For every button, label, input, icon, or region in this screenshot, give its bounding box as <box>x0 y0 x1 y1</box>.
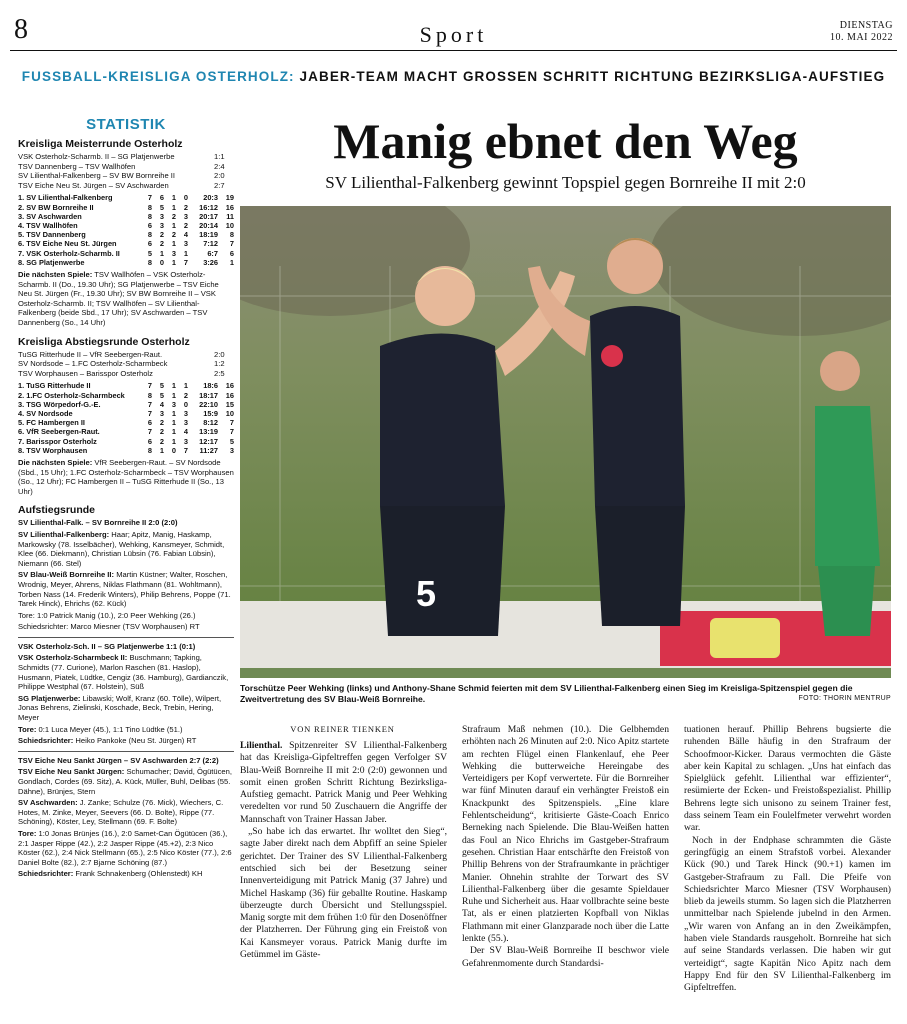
game2-referee: Heiko Pankoke (Neu St. Jürgen) RT <box>75 736 197 746</box>
article-column-2 <box>462 724 669 970</box>
table-cell: 1 <box>171 220 176 230</box>
table-cell: 1 <box>171 381 176 391</box>
game2-team2-lineup: Libawski; Wolf, Kranz (60. Tölle), Wilpert, Jonas Behrens, Zielinski, Koschade, Beck, Trebin, Hering, Meyer <box>18 693 222 723</box>
kicker-line <box>0 69 907 84</box>
table-cell: 7 <box>229 418 234 428</box>
page-number: 8 <box>14 14 28 45</box>
abstieg-table <box>18 381 234 455</box>
table-cell: 13:19 <box>199 427 218 437</box>
meister-next-text: TSV Wallhöfen – VSK Osterholz-Scharmb. II (Do., 19.30 Uhr); SG Platjenwerbe – TSV Eiche Neu St. Jürgen (Fr., 19.30 Uhr); SV BW Bornreihe II – VSK Osterholz-Scharmb. II; TSV Wallhöfen – SV Lilienthal-Falkenberg (beide Sbd., 17 Uhr); SV Aschwarden – TSV Dannenberg (So., 14 Uhr) <box>18 270 219 327</box>
result-match: VSK Osterholz-Scharmb. II – SG Platjenwerbe <box>18 152 175 161</box>
table-cell: 1 <box>183 248 188 258</box>
table-cell: 3 <box>159 408 164 418</box>
result-match: SV Lilienthal-Falkenberg – SV BW Bornreihe II <box>18 171 176 181</box>
table-cell: 20:3 <box>203 193 218 203</box>
table-cell: 16 <box>225 381 234 391</box>
table-cell: 7 <box>147 408 152 418</box>
game2-title: VSK Osterholz-Sch. II – SG Platjenwerbe 1:1 (0:1) <box>18 641 196 651</box>
table-row <box>18 400 234 409</box>
aufstieg-heading: Aufstiegsrunde <box>18 504 96 517</box>
result-score: 1:2 <box>214 359 225 369</box>
table-cell: 8 <box>147 257 152 267</box>
table-cell: 7 <box>183 445 188 455</box>
article-paragraph: Der SV Blau-Weiß Bornreihe II beschwor viele Gefahrenmomente durch Standardsi- <box>462 945 669 969</box>
article-paragraph: tuationen herauf. Phillip Behrens bugsierte die ruhenden Bälle häufig in den Strafraum der Schoofmoor-Kicker. Daraus vermochten die Gäste aber kein Kapital zu schlagen. „Uns hat einfach das Spielglück gefehlt. Lilienthal war effizienter“, resümierte der Ecken- und Freistoßspezialist. Phillip Behrens legte sich unisono zu seinem Trainer fest, dass seinem Team ein Foulelfmeter verwehrt worden war. <box>684 724 891 834</box>
table-cell: 1 <box>159 445 164 455</box>
article-photo <box>240 206 891 678</box>
table-cell: 7 <box>147 193 152 203</box>
result-match: TSV Dannenberg – TSV Wallhöfen <box>18 161 136 171</box>
article-subheadline: SV Lilienthal-Falkenberg gewinnt Topspiel gegen Bornreihe II mit 2:0 <box>325 173 806 192</box>
team-name: 4. TSV Wallhöfen <box>18 220 78 230</box>
table-cell: 2 <box>159 239 164 249</box>
table-cell: 1 <box>183 381 188 391</box>
table-cell: 10 <box>225 408 234 418</box>
table-cell: 8 <box>147 445 152 455</box>
table-cell: 2 <box>159 230 164 240</box>
table-cell: 7 <box>147 399 152 409</box>
meister-table <box>18 193 234 267</box>
table-cell: 1 <box>159 248 164 258</box>
result-match: SV Nordsode – 1.FC Osterholz-Scharmbeck <box>18 359 168 369</box>
table-cell: 2 <box>183 220 188 230</box>
game1-team1-lineup: Haar; Apitz, Manig, Haskamp, Markowsky (78. Isselbächer), Wehking, Kansmeyer, Schmidt, Klee (66. Diekmann), Christian Lübsin (76. Fabian Lübsin), Niemann (66. Stel) <box>18 529 225 568</box>
table-cell: 3:26 <box>203 257 218 267</box>
table-cell: 1 <box>171 427 176 437</box>
article-column-3 <box>684 724 891 995</box>
table-cell: 18:17 <box>199 390 218 400</box>
game2-referee-label: Schiedsrichter: <box>18 736 74 746</box>
result-match: TuSG Ritterhude II – VfR Seebergen-Raut. <box>18 349 163 359</box>
table-cell: 4 <box>183 230 188 240</box>
table-cell: 5 <box>159 202 164 212</box>
issue-weekday: DIENSTAG <box>839 20 893 31</box>
game1-goals: Tore: 1:0 Patrick Manig (10.), 2:0 Peer Wehking (26.) <box>18 610 196 620</box>
table-cell: 0 <box>183 193 188 203</box>
game2-team1-label: VSK Osterholz-Scharmbeck II: <box>18 653 128 663</box>
table-cell: 15:9 <box>203 408 218 418</box>
result-match: TSV Worphausen – Barisspor Osterholz <box>18 368 153 378</box>
result-match: TSV Eiche Neu St. Jürgen – SV Aschwarden <box>18 180 169 190</box>
table-cell: 4 <box>183 427 188 437</box>
paragraph-text: Spitzenreiter SV Lilienthal-Falkenberg hat das Kreisliga-Gipfeltreffen gegen Verfolger SV Blau-Weiß Bornreihe II mit 2:0 (2:0) gewonnen und somit einen großen Schritt Richtung Bezirksliga-Aufstieg gemacht. Patrick Manig und Peer Wehking veredelten vor rund 50 Zuschauern die Angriffe der Mannschaft von Trainer Hassan Jaber. <box>240 740 447 825</box>
team-name: 1. TuSG Ritterhude II <box>18 381 91 391</box>
table-cell: 3 <box>229 445 234 455</box>
table-cell: 12:17 <box>199 436 218 446</box>
table-cell: 4 <box>159 399 164 409</box>
table-row <box>18 212 234 221</box>
table-row <box>18 258 234 267</box>
table-cell: 10 <box>225 220 234 230</box>
table-cell: 3 <box>171 248 176 258</box>
table-cell: 6:7 <box>207 248 218 258</box>
team-name: 7. Barisspor Osterholz <box>18 436 97 446</box>
table-cell: 2 <box>183 390 188 400</box>
table-row <box>18 446 234 455</box>
meister-next-label: Die nächsten Spiele: <box>18 270 93 279</box>
result-row <box>18 369 234 379</box>
team-name: 8. TSV Worphausen <box>18 445 88 455</box>
table-cell: 6 <box>229 248 234 258</box>
sidebar-divider <box>18 637 234 638</box>
table-cell: 8:12 <box>203 418 218 428</box>
meister-results <box>18 152 234 190</box>
result-score: 2:7 <box>214 180 225 190</box>
game1-referee: Schiedsrichter: Marco Miesner (TSV Worphausen) RT <box>18 622 200 632</box>
table-cell: 1 <box>171 239 176 249</box>
game1-title: SV Lilienthal-Falk. – SV Bornreihe II 2:0 (2:0) <box>18 518 178 528</box>
game3-team1-lineup: Schumacher; David, Ögütücen, Gondlach, Cordes (69. Sitz), A. Kück, Müller, Buhl, Delibas (55. Dähne), Brünjes, Stern <box>18 767 232 796</box>
table-cell: 7 <box>147 381 152 391</box>
table-row <box>18 221 234 230</box>
table-cell: 19 <box>225 193 234 203</box>
table-cell: 11 <box>226 211 234 221</box>
team-name: 8. SG Platjenwerbe <box>18 257 85 267</box>
shirt-number: 5 <box>416 573 437 614</box>
game2-team2-label: SG Platjenwerbe: <box>18 693 81 703</box>
game3-title: TSV Eiche Neu Sankt Jürgen – SV Aschwarden 2:7 (2:2) <box>18 755 219 765</box>
table-row <box>18 391 234 400</box>
table-cell: 0 <box>159 257 164 267</box>
table-row <box>18 203 234 212</box>
photo-credit: FOTO: THORIN MENTRUP <box>798 695 891 702</box>
table-cell: 1 <box>171 390 176 400</box>
table-cell: 3 <box>183 239 188 249</box>
table-cell: 20:17 <box>199 211 218 221</box>
team-name: 1. SV Lilienthal-Falkenberg <box>18 193 113 203</box>
issue-date <box>830 20 893 44</box>
issue-date-text: 10. MAI 2022 <box>830 32 893 43</box>
table-cell: 0 <box>183 399 188 409</box>
result-row <box>18 359 234 369</box>
table-row <box>18 230 234 239</box>
game3-team2-lineup: J. Zanke; Schulze (76. Mick), Wiechers, C. Hotes, M. Zinke, Meyer, Seevers (66. D. Bolte), Rippe (77. Schöning), Köster, Ley, Stellmann (69. F. Bolte) <box>18 798 224 827</box>
statistics-sidebar <box>18 116 234 879</box>
celebration-photo <box>240 206 891 678</box>
table-cell: 7 <box>229 427 234 437</box>
table-cell: 3 <box>171 399 176 409</box>
table-cell: 6 <box>147 418 152 428</box>
table-cell: 6 <box>147 239 152 249</box>
table-cell: 7 <box>229 239 234 249</box>
article-paragraph: Noch in der Endphase schrammten die Gäste geringfügig an einem Strafstoß vorbei. Alexander Kück (90.) und Tarek Hinck (90.+1) kamen im Gastgeber-Strafraum zu Fall. Die Pfeife von Schiedsrichter Marco Miesner (TSV Worphausen) blieb da jeweils stumm. So lagen sich die Platzherren unmittelbar nach Spielende jubelnd in den Armen. „Wir waren von Anfang an in den Zweikämpfen, haben viele Standards rausgeholt. Bornreihe hat sich auf seine Standards verlassen. Die haben wir gut verteidigt“, sagte Kapitän Nico Apitz nach dem Happy End für den SV Lilienthal-Falkenberg im Gipfeltreffen. <box>684 834 891 994</box>
table-cell: 0 <box>171 445 176 455</box>
team-name: 3. SV Aschwarden <box>18 211 82 221</box>
team-name: 3. TSG Wörpedorf-G.-E. <box>18 399 101 409</box>
table-cell: 2 <box>183 202 188 212</box>
table-cell: 2 <box>159 418 164 428</box>
game3-team2-label: SV Aschwarden: <box>18 798 78 808</box>
aufstieg-game-1 <box>18 518 234 632</box>
team-name: 2. SV BW Bornreihe II <box>18 202 94 212</box>
table-cell: 5 <box>147 248 152 258</box>
table-cell: 2 <box>159 436 164 446</box>
table-cell: 1 <box>171 436 176 446</box>
article-column-1 <box>240 740 447 961</box>
table-row <box>18 381 234 390</box>
meister-next-games <box>18 270 234 328</box>
table-cell: 1 <box>171 257 176 267</box>
aufstieg-game-2 <box>18 642 234 746</box>
statistics-title: STATISTIK <box>86 116 166 133</box>
table-cell: 15 <box>225 399 234 409</box>
result-score: 2:4 <box>214 161 225 171</box>
table-cell: 5 <box>229 436 234 446</box>
table-cell: 22:10 <box>199 399 218 409</box>
meister-heading: Kreisliga Meisterrunde Osterholz <box>18 138 183 150</box>
table-row <box>18 249 234 258</box>
game3-goals: 1:0 Jonas Brünjes (16.), 2:0 Samet-Can Ögütücen (36.), 2:1 Jasper Rippe (42.), 2:2 Jasper Rippe (45.+2), 2:3 Nico Köster (62.), 2:4 Nick Stellmann (65.), 2:5 Nico Köster (77.), 2:6 Daniel Bolte (82.), 2:7 Bjarne Schöning (87.) <box>18 828 232 867</box>
table-cell: 5 <box>159 390 164 400</box>
table-cell: 1 <box>171 202 176 212</box>
game2-goals-label: Tore: <box>18 724 37 734</box>
table-cell: 2 <box>171 211 176 221</box>
game1-team2-lineup: Martin Küstner; Walter, Roschen, Wrodnig, Meyer, Ahrens, Niklas Flathmann (81. Wohltmann), Torben Nass (14. Frederik Winters), Philip Behrens, Poppe (71. Tarek Hinck), Ehrichs (62. Kück) <box>18 570 231 609</box>
table-row <box>18 239 234 248</box>
table-cell: 1 <box>171 193 176 203</box>
kicker-league: FUSSBALL-KREISLIGA OSTERHOLZ: <box>21 69 295 84</box>
game3-referee-label: Schiedsrichter: <box>18 869 74 879</box>
kicker-topic: JABER-TEAM MACHT GROSSEN SCHRITT RICHTUNG BEZIRKSLIGA-AUFSTIEG <box>299 69 886 84</box>
table-cell: 6 <box>147 220 152 230</box>
table-cell: 16 <box>225 390 234 400</box>
result-score: 2:5 <box>214 368 225 378</box>
result-row <box>18 181 234 191</box>
table-cell: 16:12 <box>199 202 218 212</box>
team-name: 2. 1.FC Osterholz-Scharmbeck <box>18 390 125 400</box>
table-cell: 18:19 <box>199 230 218 240</box>
abstieg-next-text: VfR Seebergen-Raut. – SV Nordsode (Sbd., 15 Uhr); 1.FC Osterholz-Scharmbeck – TSV Worphausen (So., 12 Uhr); FC Hambergen II – TuSG Ritterhude II (So., 13 Uhr) <box>18 457 234 496</box>
table-row <box>18 427 234 436</box>
photo-caption: Torschütze Peer Wehking (links) und Anthony-Shane Schmid feierten mit dem SV Lilienthal-Falkenberg einen Sieg im Kreisliga-Spitzenspiel gegen die Zweitvertretung des SV Blau-Weiß Bornreihe. <box>240 683 853 704</box>
table-cell: 3 <box>183 408 188 418</box>
byline: VON REINER TIENKEN <box>290 724 395 734</box>
abstieg-next-games <box>18 458 234 496</box>
result-row <box>18 171 234 181</box>
table-cell: 3 <box>183 211 188 221</box>
team-name: 7. VSK Osterholz-Scharmb. II <box>18 248 120 258</box>
game1-team1-label: SV Lilienthal-Falkenberg: <box>18 529 110 539</box>
article-paragraph: „So habe ich das erwartet. Ihr wolltet den Sieg“, sagte Jaber direkt nach dem Abpfiff an seine Spieler gerichtet. Der Trainer des SV Lilienthal-Falkenberg entschied sich bei der Besetzung seiner Innenverteidigung mit Patrick Manig (37 Jahre) und Michel Haskamp (36) für geballte Routine. Haskamp überzeugte durch Übersicht und Stellungsspiel. Manig sorgte mit dem frühen 1:0 für den Dosenöffner der Platzherren. Der Führung ging ein Freistoß von Kai Kansmeyer voraus. Patrick Manig durfte im Getümmel im Gäste- <box>240 826 447 961</box>
table-cell: 3 <box>159 211 164 221</box>
table-cell: 8 <box>147 202 152 212</box>
table-cell: 16 <box>225 202 234 212</box>
header-rule <box>10 50 897 51</box>
section-title: Sport <box>419 22 488 47</box>
game2-team1-lineup: Buschmann; Tapking, Schmidts (77. Curione), Marlon Raschen (81. Haslop), Husmann, Piatek, Lüdtke, Cengiz (36. Hamburg), Gardianczik, Philippe Westphal (67. Holstein), Süß <box>18 653 229 692</box>
table-cell: 8 <box>147 390 152 400</box>
team-name: 5. FC Hambergen II <box>18 418 85 428</box>
abstieg-results <box>18 350 234 379</box>
table-cell: 1 <box>171 418 176 428</box>
table-row <box>18 418 234 427</box>
table-cell: 6 <box>159 193 164 203</box>
table-cell: 3 <box>183 436 188 446</box>
game3-goals-label: Tore: <box>18 828 37 838</box>
table-cell: 1 <box>171 408 176 418</box>
article-paragraph <box>240 740 447 826</box>
table-cell: 11:27 <box>199 445 218 455</box>
aufstieg-game-3 <box>18 756 234 879</box>
result-row <box>18 350 234 360</box>
result-score: 2:0 <box>214 349 225 359</box>
table-row <box>18 193 234 202</box>
table-cell: 8 <box>147 211 152 221</box>
result-row <box>18 162 234 172</box>
game3-referee: Frank Schnakenberg (Ohlenstedt) KH <box>75 869 203 879</box>
table-cell: 3 <box>159 220 164 230</box>
team-name: 6. TSV Eiche Neu St. Jürgen <box>18 239 117 249</box>
table-cell: 2 <box>171 230 176 240</box>
table-cell: 20:14 <box>199 220 218 230</box>
team-name: 5. TSV Dannenberg <box>18 230 86 240</box>
table-cell: 2 <box>159 427 164 437</box>
article-paragraph: Strafraum Maß nehmen (10.). Die Gelbhemden erhöhten nach 26 Minuten auf 2:0. Nico Apitz startete am rechten Flügel einen Flankenlauf, ehe Peer Wehking die butterweiche Hereingabe des Verteidigers per Kopf verwertete. Für die Bornreiher war fünf Minuten darauf ein verhängter Freistoß ein Knackpunkt des Spitzenspiels. „Eine klare Fehlentscheidung“, kritisierte Gäste-Coach Enrico Berneking nach Spielende. Die Blau-Weißen hatten das Foul an Nico Ehrichs im Gastgeber-Strafraum gesehen. Christian Haar entschärfte den Freistoß von Phillip Behrens von der Strafraumkante in prächtiger Manier. Ohnehin strahlte der Torwart des SV Lilienthal-Falkenberg über die gesamte Spieldauer Ruhe und Sicherheit aus. Haar vollbrachte seine beste Tat, als er einen platzierten Kopfball von Niklas Flathmann mit einer Glanzparade noch über die Latte lenkte (55.). <box>462 724 670 945</box>
table-cell: 1 <box>229 257 234 267</box>
table-cell: 7 <box>183 257 188 267</box>
table-cell: 7 <box>147 427 152 437</box>
team-name: 6. VfR Seebergen-Raut. <box>18 427 100 437</box>
team-name: 4. SV Nordsode <box>18 408 73 418</box>
game3-team1-label: TSV Eiche Neu Sankt Jürgen: <box>18 767 125 777</box>
result-score: 2:0 <box>214 171 225 181</box>
table-cell: 3 <box>183 418 188 428</box>
abstieg-heading: Kreisliga Abstiegsrunde Osterholz <box>18 335 190 348</box>
sidebar-divider <box>18 751 234 752</box>
table-cell: 7:12 <box>203 239 218 249</box>
abstieg-next-label: Die nächsten Spiele: <box>18 457 93 467</box>
table-cell: 6 <box>147 436 152 446</box>
game2-goals: 0:1 Luca Meyer (45.), 1:1 Tino Lüdtke (51.) <box>38 724 183 734</box>
table-cell: 8 <box>147 230 152 240</box>
dateline: Lilienthal. <box>240 740 283 751</box>
table-row <box>18 437 234 446</box>
article-headline: Manig ebnet den Weg <box>333 113 798 169</box>
table-row <box>18 409 234 418</box>
game1-team2-label: SV Blau-Weiß Bornreihe II: <box>18 570 115 580</box>
table-cell: 5 <box>159 381 164 391</box>
result-score: 1:1 <box>214 152 225 161</box>
table-cell: 18:6 <box>203 381 218 391</box>
table-cell: 8 <box>229 230 234 240</box>
result-row <box>18 152 234 162</box>
